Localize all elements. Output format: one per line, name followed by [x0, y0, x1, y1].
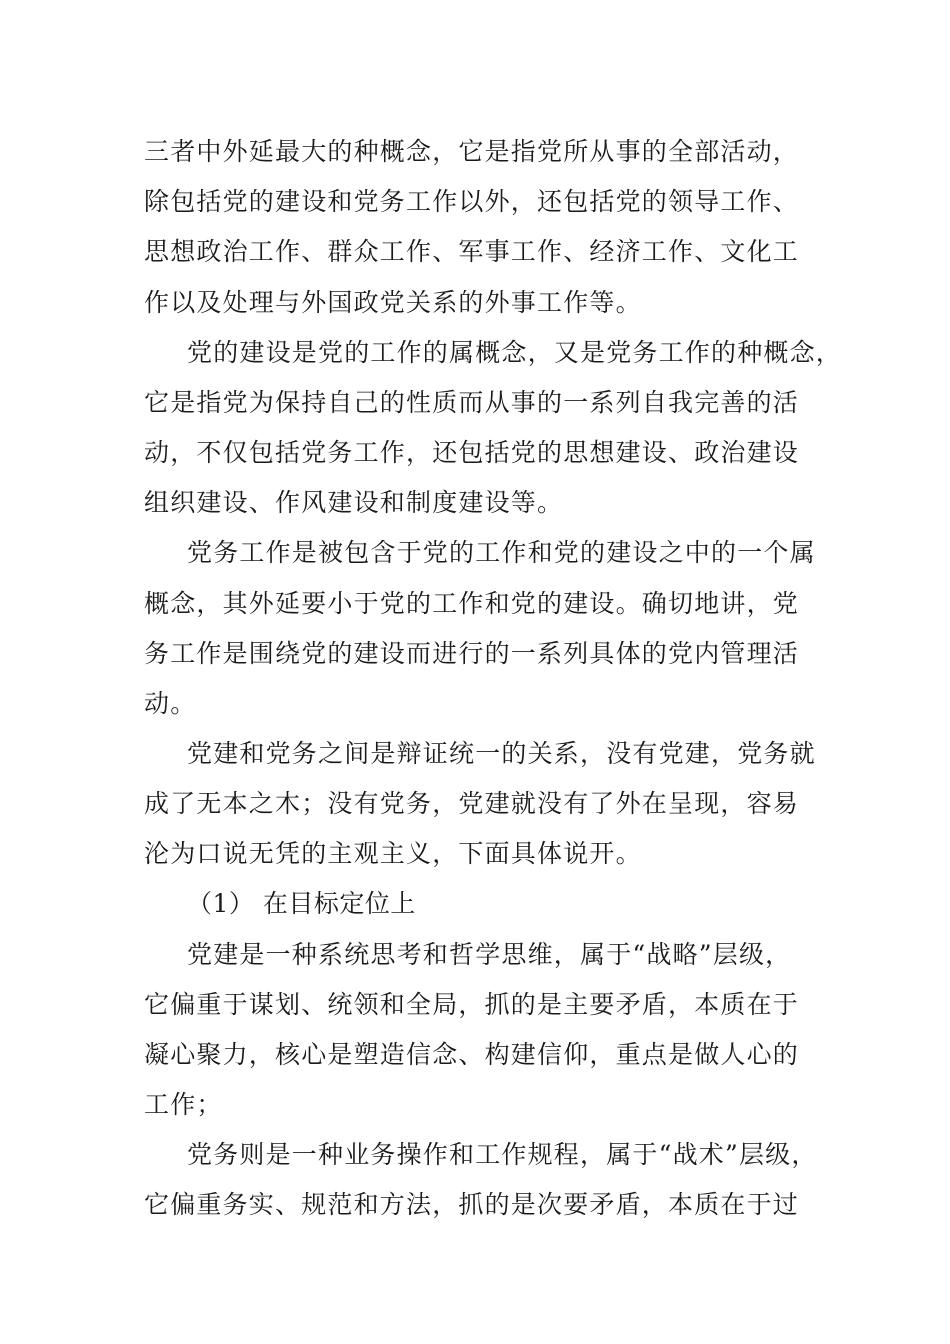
text-line: 成了无本之木；没有党务，党建就没有了外在呈现，容易: [144, 789, 800, 818]
text-line: 三者中外延最大的种概念，它是指党所从事的全部活动，: [144, 137, 800, 166]
paragraph-first-line: 党建和党务之间是辩证统一的关系，没有党建，党务就: [187, 739, 816, 768]
text-line: 动，不仅包括党务工作，还包括党的思想建设、政治建设: [144, 438, 800, 467]
text-line: 沦为口说无凭的主观主义，下面具体说开。: [144, 839, 642, 868]
text-line: 凝心聚力，核心是塑造信念、构建信仰，重点是做人心的: [144, 1040, 800, 1069]
text-line: 务工作是围绕党的建设而进行的一系列具体的党内管理活: [144, 639, 800, 668]
paragraph-first-line: 党的建设是党的工作的属概念，又是党务工作的种概念，: [187, 338, 843, 367]
text-line: 思想政治工作、群众工作、军事工作、经济工作、文化工: [144, 237, 800, 266]
text-line: 工作；: [144, 1090, 223, 1119]
text-line: 动。: [144, 689, 197, 718]
text-line: 它是指党为保持自己的性质而从事的一系列自我完善的活: [144, 388, 800, 417]
text-line: 概念，其外延要小于党的工作和党的建设。确切地讲，党: [144, 589, 800, 618]
section-heading: （1） 在目标定位上: [187, 889, 416, 918]
paragraph-first-line: 党建是一种系统思考和哲学思维，属于“战略”层级，: [187, 940, 792, 969]
text-line: 组织建设、作风建设和制度建设等。: [144, 488, 564, 517]
text-line: 除包括党的建设和党务工作以外，还包括党的领导工作、: [144, 187, 800, 216]
paragraph-first-line: 党务工作是被包含于党的工作和党的建设之中的一个属: [187, 538, 816, 567]
text-line: 作以及处理与外国政党关系的外事工作等。: [144, 288, 642, 317]
paragraph-first-line: 党务则是一种业务操作和工作规程，属于“战术”层级，: [187, 1140, 818, 1169]
text-line: 它偏重务实、规范和方法，抓的是次要矛盾，本质在于过: [144, 1190, 800, 1219]
text-line: 它偏重于谋划、统领和全局，抓的是主要矛盾，本质在于: [144, 990, 800, 1019]
